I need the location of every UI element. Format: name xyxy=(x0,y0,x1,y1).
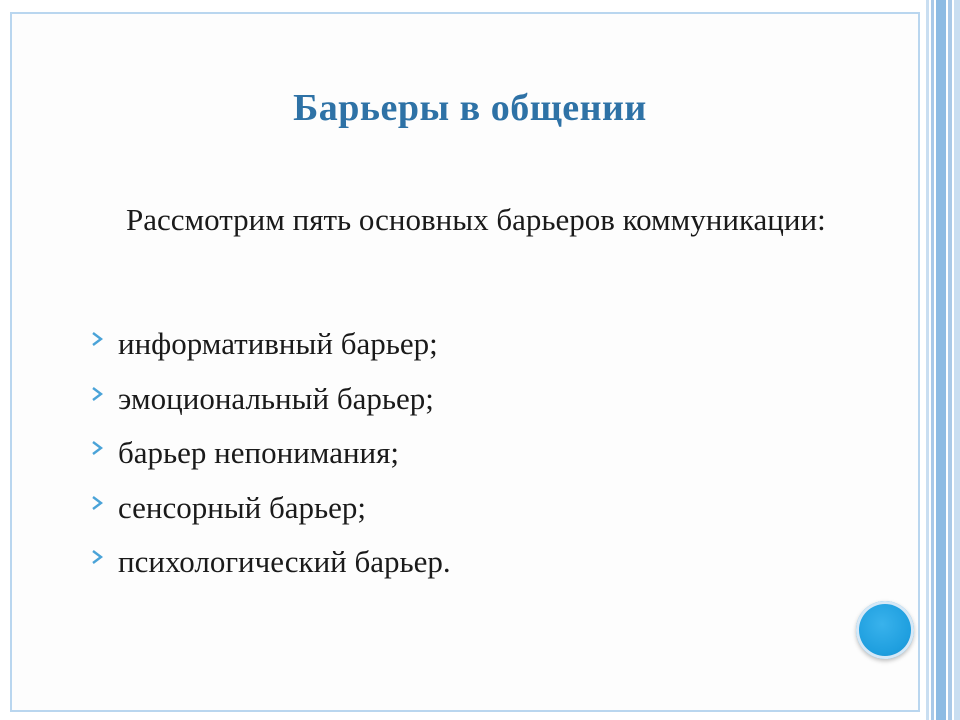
list-item xyxy=(90,535,850,590)
list-item xyxy=(90,372,850,427)
list-item xyxy=(90,317,850,372)
list-item xyxy=(90,481,850,536)
chevron-right-icon xyxy=(90,496,104,510)
list-item-text: сенсорный барьер; xyxy=(118,489,367,525)
list-item-text: психологический барьер. xyxy=(118,544,451,580)
chevron-right-icon xyxy=(90,441,104,455)
chevron-right-icon xyxy=(90,550,104,564)
list-item xyxy=(90,426,850,481)
decorative-circle xyxy=(856,601,914,659)
intro-paragraph: Рассмотрим пять основных барьеров коммуникации: xyxy=(126,202,826,237)
slide-title: Барьеры в общении xyxy=(293,87,647,129)
chevron-right-icon xyxy=(90,387,104,401)
chevron-right-icon xyxy=(90,332,104,346)
list-item-text: информативный барьер; xyxy=(118,326,438,362)
list-item-text: барьер непонимания; xyxy=(118,435,400,471)
list-item-text: эмоциональный барьер; xyxy=(118,380,434,416)
barrier-list xyxy=(90,317,850,590)
